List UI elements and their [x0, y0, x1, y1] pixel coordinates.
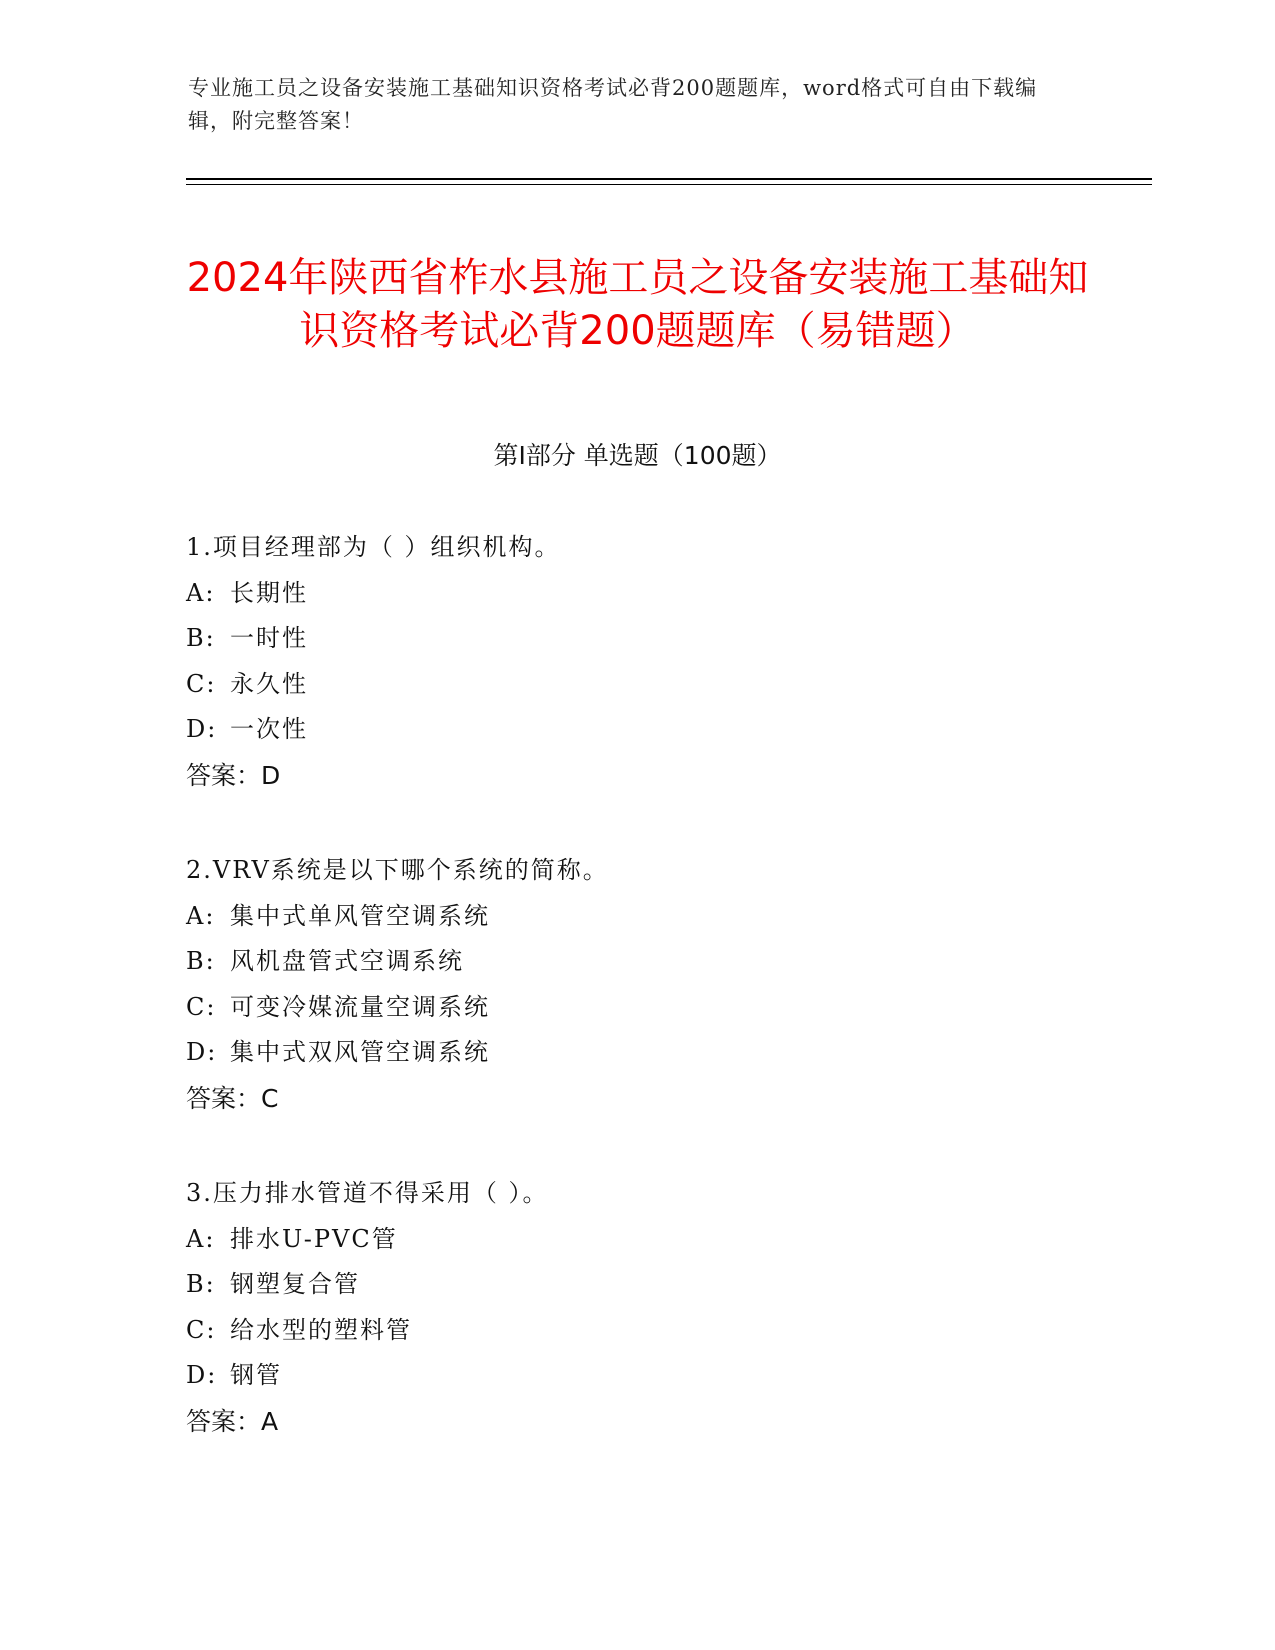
option-c: [186, 662, 1086, 708]
header-divider-thick: [186, 178, 1152, 180]
answer-text: 答案：C: [186, 1083, 279, 1113]
header-divider-thin: [186, 184, 1152, 185]
question-1: [186, 525, 1086, 798]
option-text: 集中式单风管空调系统: [230, 901, 490, 930]
option-a: [186, 571, 1086, 617]
option-label: C:: [186, 992, 217, 1021]
answer-text: 答案：A: [186, 1406, 279, 1436]
option-text: 永久性: [230, 669, 308, 698]
option-text: 一次性: [230, 715, 308, 743]
question-stem: 2.VRV系统是以下哪个系统的简称。: [186, 856, 609, 884]
option-label: D:: [186, 1361, 218, 1389]
option-text: 给水型的塑料管: [230, 1315, 412, 1344]
option-text: 排水U-PVC管: [230, 1224, 398, 1253]
question-list: [186, 525, 1086, 1494]
option-text: 长期性: [230, 578, 308, 607]
option-label: C:: [186, 1315, 217, 1344]
option-a: [186, 894, 1086, 940]
option-label: B:: [186, 624, 216, 652]
option-b: [186, 1262, 1086, 1308]
option-label: A:: [186, 1224, 216, 1253]
option-label: C:: [186, 669, 217, 698]
document-title: 2024年陕西省柞水县施工员之设备安装施工基础知识资格考试必背200题题库（易错题）: [186, 254, 1089, 354]
option-b: [186, 616, 1086, 662]
option-label: A:: [186, 578, 216, 607]
option-c: [186, 1308, 1086, 1354]
document-header-note: 专业施工员之设备安装施工基础知识资格考试必背200题题库，word格式可自由下载编辑，附完整答案！: [188, 76, 1038, 133]
question-2: [186, 848, 1086, 1121]
option-text: 钢管: [230, 1361, 282, 1389]
option-d: [186, 707, 1086, 753]
question-3: [186, 1171, 1086, 1444]
option-label: B:: [186, 1270, 216, 1298]
option-d: [186, 1030, 1086, 1076]
option-label: B:: [186, 947, 216, 975]
option-text: 可变冷媒流量空调系统: [230, 992, 490, 1021]
option-text: 钢塑复合管: [230, 1270, 360, 1298]
option-text: 集中式双风管空调系统: [230, 1038, 490, 1066]
option-label: D:: [186, 1038, 218, 1066]
option-text: 风机盘管式空调系统: [230, 947, 464, 975]
answer-text: 答案：D: [186, 760, 281, 790]
option-b: [186, 939, 1086, 985]
option-c: [186, 985, 1086, 1031]
question-stem: 1.项目经理部为（ ）组织机构。: [186, 533, 561, 561]
option-label: D:: [186, 715, 218, 743]
section-heading: 第I部分 单选题（100题）: [493, 441, 782, 470]
option-d: [186, 1353, 1086, 1399]
option-text: 一时性: [230, 624, 308, 652]
question-stem: 3.压力排水管道不得采用（ ）。: [186, 1179, 549, 1207]
option-a: [186, 1217, 1086, 1263]
option-label: A:: [186, 901, 216, 930]
